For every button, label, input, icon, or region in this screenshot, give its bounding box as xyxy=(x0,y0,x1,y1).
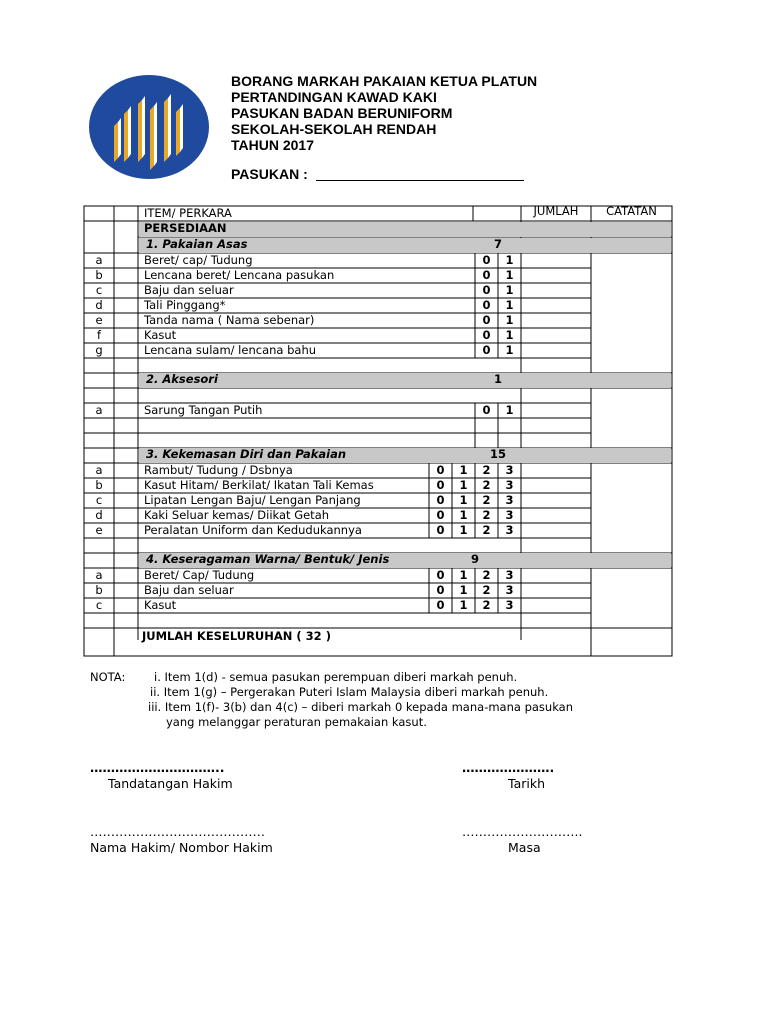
score-option-1[interactable]: 1 xyxy=(505,313,514,327)
score-option-3[interactable]: 3 xyxy=(505,598,514,612)
item-label: Kasut Hitam/ Berkilat/ Ikatan Tali Kemas xyxy=(144,478,374,492)
col-header-jumlah: JUMLAH xyxy=(533,204,579,218)
item-label: Beret/ Cap/ Tudung xyxy=(144,568,255,582)
score-option-2[interactable]: 2 xyxy=(482,583,491,597)
score-option-3[interactable]: 3 xyxy=(505,463,514,477)
score-option-1[interactable]: 1 xyxy=(505,328,514,342)
score-option-1[interactable]: 1 xyxy=(459,523,468,537)
item-label: Peralatan Uniform dan Kedudukannya xyxy=(144,523,362,537)
score-option-3[interactable]: 3 xyxy=(505,523,514,537)
score-option-0[interactable]: 0 xyxy=(436,523,445,537)
score-option-0[interactable]: 0 xyxy=(482,403,491,417)
score-option-0[interactable]: 0 xyxy=(482,328,491,342)
score-option-0[interactable]: 0 xyxy=(436,508,445,522)
score-option-0[interactable]: 0 xyxy=(482,313,491,327)
time-label: Masa xyxy=(508,840,541,855)
score-option-2[interactable]: 2 xyxy=(482,463,491,477)
score-option-0[interactable]: 0 xyxy=(436,493,445,507)
score-option-3[interactable]: 3 xyxy=(505,568,514,582)
section-title: 2. Aksesori xyxy=(146,372,218,386)
section-title: 1. Pakaian Asas xyxy=(146,237,248,251)
note-item: yang melanggar peraturan pemakaian kasut. xyxy=(166,715,427,729)
item-label: Lencana beret/ Lencana pasukan xyxy=(144,268,335,282)
signature-label: Tandatangan Hakim xyxy=(108,776,233,791)
score-option-0[interactable]: 0 xyxy=(482,343,491,357)
score-option-0[interactable]: 0 xyxy=(482,253,491,267)
score-option-1[interactable]: 1 xyxy=(505,283,514,297)
heading-line: PASUKAN BADAN BERUNIFORM xyxy=(231,105,453,121)
section-persediaan: PERSEDIAAN xyxy=(144,221,227,235)
item-letter: a xyxy=(95,403,103,417)
note-item: ii. Item 1(g) – Pergerakan Puteri Islam Malaysia diberi markah penuh. xyxy=(150,685,549,699)
section-shade xyxy=(139,373,671,388)
score-option-0[interactable]: 0 xyxy=(436,598,445,612)
score-option-0[interactable]: 0 xyxy=(436,583,445,597)
section-max-score: 1 xyxy=(493,372,502,386)
judge-name-dots[interactable]: …………………………………… xyxy=(90,824,265,839)
form-heading xyxy=(231,73,537,153)
col-header-catatan: CATATAN xyxy=(606,204,657,218)
grand-total-label: JUMLAH KESELURUHAN ( 32 ) xyxy=(142,629,331,643)
score-option-1[interactable]: 1 xyxy=(459,493,468,507)
item-letter: f xyxy=(96,328,102,342)
score-option-0[interactable]: 0 xyxy=(436,463,445,477)
item-label: Tali Pinggang* xyxy=(144,298,226,312)
item-label: Beret/ cap/ Tudung xyxy=(144,253,253,267)
score-option-0[interactable]: 0 xyxy=(482,283,491,297)
item-letter: c xyxy=(95,493,103,507)
score-option-0[interactable]: 0 xyxy=(436,478,445,492)
pasukan-label: PASUKAN : xyxy=(231,166,308,182)
score-option-1[interactable]: 1 xyxy=(505,298,514,312)
note-item: i. Item 1(d) - semua pasukan perempuan diberi markah penuh. xyxy=(154,670,518,684)
item-letter: c xyxy=(95,598,103,612)
item-letter: a xyxy=(95,463,103,477)
section-title: 3. Kekemasan Diri dan Pakaian xyxy=(146,447,347,461)
section-title: 4. Keseragaman Warna/ Bentuk/ Jenis xyxy=(146,552,390,566)
score-option-1[interactable]: 1 xyxy=(459,598,468,612)
score-option-3[interactable]: 3 xyxy=(505,508,514,522)
score-option-2[interactable]: 2 xyxy=(482,493,491,507)
heading-line: BORANG MARKAH PAKAIAN KETUA PLATUN xyxy=(231,73,538,89)
item-label: Tanda nama ( Nama sebenar) xyxy=(144,313,315,327)
score-option-0[interactable]: 0 xyxy=(482,298,491,312)
item-letter: b xyxy=(95,268,103,282)
item-label: Kasut xyxy=(144,598,177,612)
score-option-1[interactable]: 1 xyxy=(459,568,468,582)
section-max-score: 7 xyxy=(493,237,502,251)
score-option-1[interactable]: 1 xyxy=(505,403,514,417)
item-letter: b xyxy=(95,478,103,492)
score-option-1[interactable]: 1 xyxy=(459,463,468,477)
item-label: Lencana sulam/ lencana bahu xyxy=(144,343,317,357)
score-option-2[interactable]: 2 xyxy=(482,598,491,612)
judge-name-label: Nama Hakim/ Nombor Hakim xyxy=(90,840,273,855)
heading-line: PERTANDINGAN KAWAD KAKI xyxy=(231,89,437,105)
score-option-2[interactable]: 2 xyxy=(482,478,491,492)
score-option-0[interactable]: 0 xyxy=(482,268,491,282)
score-option-3[interactable]: 3 xyxy=(505,583,514,597)
score-option-1[interactable]: 1 xyxy=(459,478,468,492)
time-dots[interactable]: ……………………….. xyxy=(462,824,583,839)
score-option-1[interactable]: 1 xyxy=(459,508,468,522)
item-label: Lipatan Lengan Baju/ Lengan Panjang xyxy=(144,493,361,507)
item-letter: d xyxy=(95,298,103,312)
notes-label: NOTA: xyxy=(90,670,126,684)
item-label: Kasut xyxy=(144,328,177,342)
item-letter: b xyxy=(95,583,103,597)
item-letter: g xyxy=(95,343,103,357)
score-option-1[interactable]: 1 xyxy=(505,268,514,282)
date-label: Tarikh xyxy=(508,776,545,791)
heading-line: TAHUN 2017 xyxy=(231,137,314,153)
item-label: Baju dan seluar xyxy=(144,583,234,597)
item-letter: c xyxy=(95,283,103,297)
school-emblem-logo xyxy=(88,74,210,180)
item-letter: e xyxy=(95,313,103,327)
item-label: Sarung Tangan Putih xyxy=(144,403,263,417)
section-max-score: 9 xyxy=(470,552,479,566)
score-option-3[interactable]: 3 xyxy=(505,478,514,492)
section-max-score: 15 xyxy=(489,447,506,461)
signature-dots[interactable]: ………………………….. xyxy=(90,760,225,775)
item-letter: a xyxy=(95,568,103,582)
item-letter: e xyxy=(95,523,103,537)
heading-line: SEKOLAH-SEKOLAH RENDAH xyxy=(231,121,437,137)
score-option-1[interactable]: 1 xyxy=(459,583,468,597)
score-option-1[interactable]: 1 xyxy=(505,343,514,357)
note-item: iii. Item 1(f)- 3(b) dan 4(c) – diberi markah 0 kepada mana-mana pasukan xyxy=(148,700,574,714)
item-letter: a xyxy=(95,253,103,267)
score-option-1[interactable]: 1 xyxy=(505,253,514,267)
score-option-2[interactable]: 2 xyxy=(482,568,491,582)
item-letter: d xyxy=(95,508,103,522)
col-header-item: ITEM/ PERKARA xyxy=(144,206,232,220)
score-option-2[interactable]: 2 xyxy=(482,523,491,537)
pasukan-field[interactable] xyxy=(231,166,524,182)
date-dots[interactable]: …………………. xyxy=(462,760,555,775)
item-label: Baju dan seluar xyxy=(144,283,234,297)
score-option-2[interactable]: 2 xyxy=(482,508,491,522)
item-label: Kaki Seluar kemas/ Diikat Getah xyxy=(144,508,330,522)
score-option-3[interactable]: 3 xyxy=(505,493,514,507)
item-label: Rambut/ Tudung / Dsbnya xyxy=(144,463,293,477)
pasukan-blank-line[interactable] xyxy=(316,167,524,181)
score-option-0[interactable]: 0 xyxy=(436,568,445,582)
